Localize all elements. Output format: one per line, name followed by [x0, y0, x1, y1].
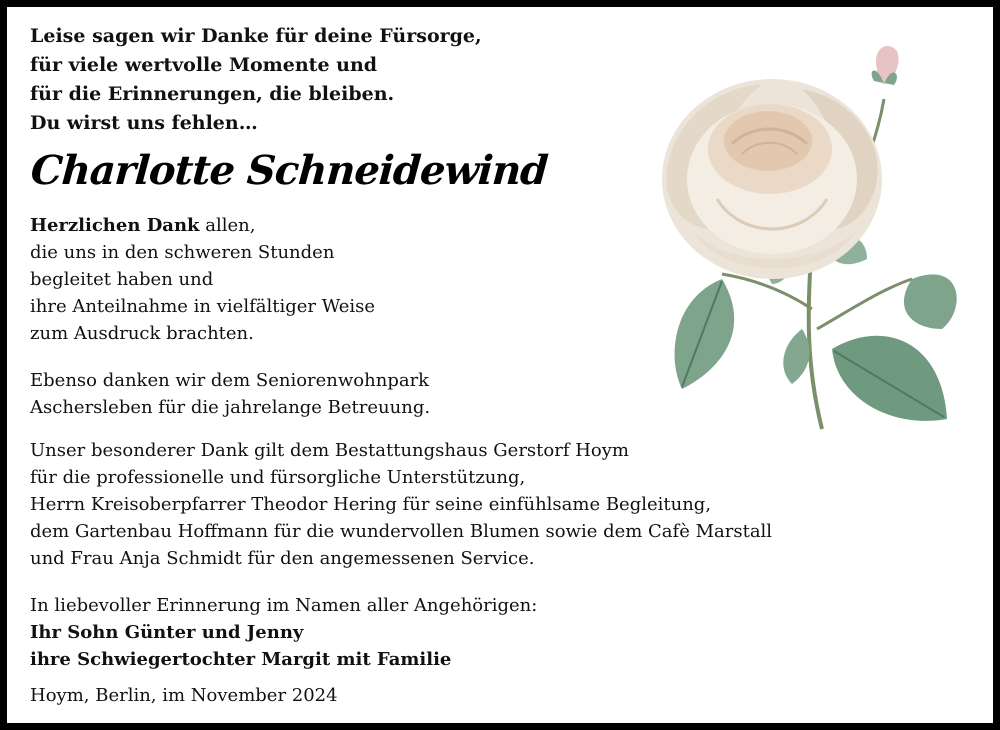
- special-thanks-line: und Frau Anja Schmidt für den angemessenen Service.: [30, 548, 535, 569]
- thanks-lead: [30, 212, 375, 239]
- thanks-lead-rest: allen,: [199, 215, 256, 236]
- thanks-lead-bold: Herzlichen Dank: [30, 215, 200, 236]
- care-home-paragraph: [30, 367, 430, 421]
- signer-line: Ihr Sohn Günter und Jenny: [30, 622, 304, 643]
- signer-line: ihre Schwiegertochter Margit mit Familie: [30, 649, 452, 670]
- special-thanks-line: für die professionelle und fürsorgliche Unterstützung,: [30, 467, 526, 488]
- thanks-paragraph: [30, 212, 375, 347]
- thanks-line: zum Ausdruck brachten.: [30, 323, 254, 344]
- intro-line: Leise sagen wir Danke für deine Fürsorge,: [30, 25, 482, 47]
- closing-block: [30, 592, 537, 673]
- special-thanks-line: Herrn Kreisoberpfarrer Theodor Hering für seine einfühlsame Begleitung,: [30, 494, 712, 515]
- intro-line: Du wirst uns fehlen…: [30, 112, 258, 134]
- care-home-line: Ebenso danken wir dem Seniorenwohnpark: [30, 370, 430, 391]
- thanks-line: ihre Anteilnahme in vielfältiger Weise: [30, 296, 376, 317]
- care-home-line: Aschersleben für die jahrelange Betreuung.: [30, 397, 431, 418]
- intro-line: für die Erinnerungen, die bleiben.: [30, 83, 395, 105]
- intro-verse: [30, 22, 482, 138]
- special-thanks-line: dem Gartenbau Hoffmann für die wundervollen Blumen sowie dem Cafè Marstall: [30, 521, 773, 542]
- place-date: Hoym, Berlin, im November 2024: [30, 685, 338, 706]
- special-thanks-line: Unser besonderer Dank gilt dem Bestattungshaus Gerstorf Hoym: [30, 440, 629, 461]
- closing-intro: In liebevoller Erinnerung im Namen aller Angehörigen:: [30, 595, 538, 616]
- intro-line: für viele wertvolle Momente und: [30, 54, 378, 76]
- rose-illustration: [662, 29, 962, 449]
- special-thanks-paragraph: [30, 437, 772, 572]
- deceased-name: Charlotte Schneidewind: [29, 147, 549, 194]
- thanks-line: begleitet haben und: [30, 269, 214, 290]
- thanks-line: die uns in den schweren Stunden: [30, 242, 335, 263]
